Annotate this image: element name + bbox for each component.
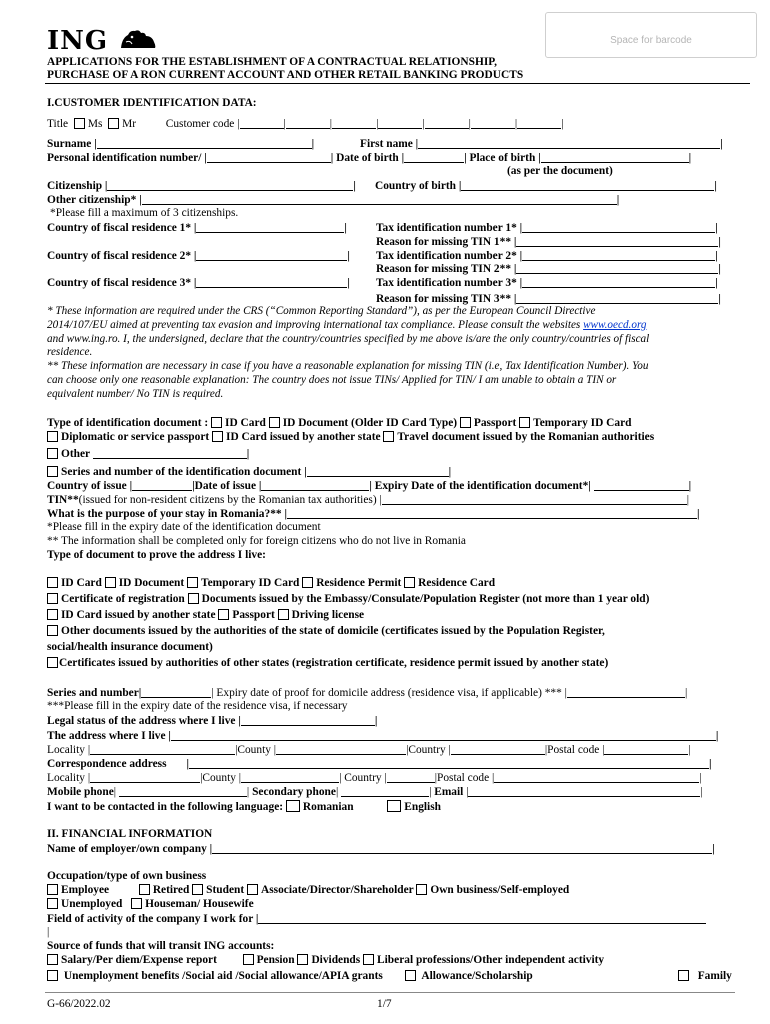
address-doc-label: Type of document to prove the address I live:	[47, 549, 266, 561]
purpose-stay-field[interactable]	[287, 507, 697, 519]
legal-status-label: Legal status of the address where I live	[47, 715, 236, 727]
liberal-checkbox[interactable]	[363, 954, 374, 965]
tin-note-line1: ** These information are necessary in case if you have a reasonable explanation for missing TIN (i.e, Tax Identification Number). You	[47, 360, 649, 373]
student-label: Student	[206, 884, 245, 896]
oecd-link[interactable]: www.oecd.org	[583, 318, 647, 331]
employer-row: Name of employer/own company | |	[47, 843, 715, 855]
employee-label: Employee	[61, 884, 110, 896]
crs-note-line2: 2014/107/EU aimed at preventing tax evasion and improving international tax compliance. Please consult the websites	[47, 318, 581, 331]
page-number: 1/7	[377, 998, 392, 1010]
series-number-field[interactable]	[307, 465, 449, 477]
header-divider	[45, 83, 750, 84]
other-citizenship-row: Other citizenship* | |	[47, 194, 620, 206]
reason2-field[interactable]	[516, 262, 718, 274]
fiscal2-field[interactable]	[196, 249, 347, 261]
liberal-label: Liberal professions/Other independent activity	[377, 954, 605, 966]
tin1-field[interactable]	[522, 221, 715, 233]
lion-icon	[118, 28, 158, 50]
a-res-permit-label: Residence Permit	[316, 577, 402, 589]
temp-id-checkbox[interactable]	[519, 417, 530, 428]
funds-row1	[47, 954, 604, 967]
a-docs-embassy-checkbox[interactable]	[188, 593, 199, 604]
crs-note-line1: * These information are required under the CRS (“Common Reporting Standard”), as per the European Council Directive	[47, 305, 596, 317]
passport-label: Passport	[473, 417, 517, 429]
customer-code-cell-2[interactable]	[286, 117, 330, 129]
tin-nonres-bold: TIN**	[47, 494, 79, 506]
field-activity-row: Field of activity of the company I work for |	[47, 912, 706, 926]
barcode-area	[545, 12, 757, 58]
purpose-stay-row: What is the purpose of your stay in Romania?** | |	[47, 508, 700, 520]
customer-code-label: Customer code	[165, 118, 235, 130]
fiscal1-field[interactable]	[196, 221, 344, 233]
address-doc-row5	[47, 657, 608, 670]
id-type-row1	[47, 417, 631, 430]
locality-row1: Locality | |County | |Country | |Postal code | |	[47, 744, 691, 756]
allowance-checkbox[interactable]	[405, 970, 416, 981]
family-option	[678, 970, 732, 983]
first-name-label: First name	[360, 138, 413, 150]
ms-checkbox[interactable]	[74, 118, 85, 129]
unemployment-checkbox[interactable]	[47, 970, 58, 981]
postal-code2-field[interactable]	[494, 771, 699, 783]
other-id-label: Other	[61, 448, 90, 460]
customer-code-cell-4[interactable]	[378, 117, 422, 129]
secondary-phone-label: Secondary phone	[252, 786, 336, 798]
series-number2-label: Series and number	[47, 687, 139, 699]
occupation-row2	[47, 898, 254, 911]
funds-row2	[47, 970, 533, 983]
retired-label: Retired	[152, 884, 190, 896]
associate-checkbox[interactable]	[247, 884, 258, 895]
a-cert-reg-label: Certificate of registration	[61, 593, 185, 605]
per-document-note: (as per the document)	[507, 165, 613, 177]
reason2-row: Reason for missing TIN 2** | |	[376, 263, 721, 275]
expiry-date-label: Expiry Date of the identification document*	[374, 480, 589, 492]
purpose-stay-label: What is the purpose of your stay in Romania?**	[47, 508, 282, 520]
mr-checkbox[interactable]	[108, 118, 119, 129]
tin1-row: Tax identification number 1* | |	[376, 222, 718, 234]
max-citizenships-note: *Please fill a maximum of 3 citizenships.	[50, 207, 239, 219]
address-doc-row4	[47, 625, 605, 638]
mr-label: Mr	[122, 118, 136, 130]
a-id-other-state-checkbox[interactable]	[47, 609, 58, 620]
form-title-line2: PURCHASE OF A RON CURRENT ACCOUNT AND OTHER RETAIL BANKING PRODUCTS	[47, 69, 524, 81]
series-number-row: Series and number of the identification document | |	[47, 465, 451, 479]
series-number-label: Series and number of the identification document	[61, 466, 302, 478]
barcode-placeholder: Space for barcode	[610, 35, 692, 46]
a-id-card-label: ID Card	[61, 577, 102, 589]
houseman-checkbox[interactable]	[131, 898, 142, 909]
reason1-field[interactable]	[516, 235, 718, 247]
other-id-field[interactable]	[93, 447, 247, 459]
fiscal2-label: Country of fiscal residence 2*	[47, 250, 192, 262]
a-other-docs-label2: social/health insurance document)	[47, 641, 213, 653]
employee-checkbox[interactable]	[47, 884, 58, 895]
a-passport-checkbox[interactable]	[218, 609, 229, 620]
unemployment-label: Unemployment benefits /Social aid /Social allowance/APIA grants	[63, 970, 383, 982]
occupation-label: Occupation/type of own business	[47, 870, 207, 882]
fiscal3-row: Country of fiscal residence 3* | |	[47, 277, 350, 289]
section2-heading: II. FINANCIAL INFORMATION	[47, 828, 213, 840]
id-card-checkbox[interactable]	[211, 417, 222, 428]
form-title-line1: APPLICATIONS FOR THE ESTABLISHMENT OF A CONTRACTUAL RELATIONSHIP,	[47, 56, 498, 68]
citizenship-row: Citizenship | |	[47, 180, 356, 192]
county2-field[interactable]	[241, 771, 339, 783]
a-id-document-checkbox[interactable]	[105, 577, 116, 588]
brand-name: ING	[47, 26, 109, 56]
a-docs-embassy-label: Documents issued by the Embassy/Consulate/Population Register (not more than 1 year old)	[201, 593, 650, 605]
salary-label: Salary/Per diem/Expense report	[61, 954, 217, 966]
expiry-proof-field[interactable]	[567, 686, 685, 698]
fiscal2-row: Country of fiscal residence 2* | |	[47, 250, 350, 262]
a-res-card-label: Residence Card	[418, 577, 496, 589]
locality2-label: Locality	[47, 772, 85, 784]
field-activity-label: Field of activity of the company I work for	[47, 913, 254, 925]
id-document-old-checkbox[interactable]	[269, 417, 280, 428]
country-field[interactable]	[451, 743, 545, 755]
allowance-label: Allowance/Scholarship	[421, 970, 533, 982]
id-other-state-checkbox[interactable]	[212, 431, 223, 442]
country2-label: Country	[344, 772, 382, 784]
postal-code-label: Postal code	[547, 744, 600, 756]
date-issue-field[interactable]	[261, 479, 369, 491]
occupation-row1	[47, 884, 569, 897]
locality-row2: Locality | |County | | Country | |Postal code | |	[47, 772, 702, 784]
crs-note	[47, 305, 742, 402]
other-id-checkbox[interactable]	[47, 448, 58, 459]
tin2-label: Tax identification number 2*	[376, 250, 517, 262]
address-doc-row1	[47, 577, 495, 590]
contact-row: Mobile phone| | Secondary phone| | Email | |	[47, 786, 703, 798]
reason3-label: Reason for missing TIN 3**	[376, 293, 512, 305]
field-activity-continue: |	[47, 926, 50, 938]
country-birth-label: Country of birth	[375, 180, 457, 192]
a-certs-other-states-checkbox[interactable]	[47, 657, 58, 668]
a-certs-other-states-label: Certificates issued by authorities of other states (registration certificate, residence permit issued by another state)	[59, 657, 609, 669]
locality-label: Locality	[47, 744, 85, 756]
pin-label: Personal identification number/	[47, 152, 202, 164]
mobile-label: Mobile phone	[47, 786, 114, 798]
field-activity-field[interactable]	[258, 912, 706, 924]
diplomatic-checkbox[interactable]	[47, 431, 58, 442]
temp-id-label: Temporary ID Card	[533, 417, 632, 429]
address-live-row: The address where I live | |	[47, 730, 719, 742]
id-card-label: ID Card	[225, 417, 266, 429]
id-type-other-row: Other |	[47, 447, 249, 461]
expiry-proof-label: Expiry date of proof for domicile address (residence visa, if applicable) ***	[216, 687, 562, 699]
english-label: English	[404, 801, 441, 813]
tin2-field[interactable]	[522, 249, 715, 261]
reason3-field[interactable]	[516, 292, 718, 304]
correspondence-field[interactable]	[189, 757, 709, 769]
dividends-checkbox[interactable]	[297, 954, 308, 965]
secondary-phone-field[interactable]	[341, 785, 429, 797]
a-temp-id-checkbox[interactable]	[187, 577, 198, 588]
correspondence-row: Correspondence address | |	[47, 758, 712, 770]
county-field[interactable]	[276, 743, 406, 755]
email-label: Email	[434, 786, 464, 798]
tin-nonres-field[interactable]	[382, 493, 687, 505]
country2-field[interactable]	[387, 771, 435, 783]
county2-label: County	[202, 772, 236, 784]
section1-heading: I.CUSTOMER IDENTIFICATION DATA:	[47, 97, 257, 109]
fiscal1-label: Country of fiscal residence 1*	[47, 222, 192, 234]
citizenship-field[interactable]	[107, 179, 353, 191]
pension-checkbox[interactable]	[243, 954, 254, 965]
a-cert-reg-checkbox[interactable]	[47, 593, 58, 604]
county-label: County	[237, 744, 271, 756]
citizenship-label: Citizenship	[47, 180, 103, 192]
country-birth-row: Country of birth | |	[375, 180, 717, 192]
postal-code2-label: Postal code	[436, 772, 490, 784]
a-id-document-label: ID Document	[118, 577, 185, 589]
a-id-other-state-label: ID Card issued by another state	[61, 609, 216, 621]
id-other-state-label: ID Card issued by another state	[226, 431, 381, 443]
customer-code-cell-3[interactable]	[332, 117, 376, 129]
tin-note-line3: equivalent number/ No TIN is required.	[47, 387, 224, 400]
unemployed-checkbox[interactable]	[47, 898, 58, 909]
student-checkbox[interactable]	[192, 884, 203, 895]
foreign-note: ** The information shall be completed only for foreign citizens who do not live in Romania	[47, 535, 466, 547]
a-temp-id-label: Temporary ID Card	[201, 577, 300, 589]
fiscal1-row: Country of fiscal residence 1* | |	[47, 222, 347, 234]
dob-label: Date of birth	[336, 152, 399, 164]
romanian-checkbox[interactable]	[286, 800, 300, 812]
reason1-row: Reason for missing TIN 1** | |	[376, 236, 721, 248]
country-issue-field[interactable]	[132, 479, 192, 491]
expiry-note: *Please fill in the expiry date of the identification document	[47, 521, 321, 533]
dividends-label: Dividends	[311, 954, 361, 966]
retired-checkbox[interactable]	[139, 884, 150, 895]
expiry-date-field[interactable]	[594, 479, 689, 491]
country-birth-field[interactable]	[461, 179, 714, 191]
language-label: I want to be contacted in the following language:	[47, 801, 284, 813]
email-field[interactable]	[468, 785, 700, 797]
locality2-field[interactable]	[90, 771, 200, 783]
series-number2-field[interactable]	[141, 686, 211, 698]
tin-nonres-label: (issued for non-resident citizens by the Romanian tax authorities)	[78, 494, 377, 506]
a-res-permit-checkbox[interactable]	[302, 577, 313, 588]
pin-row: Personal identification number/ | | Date of birth | | Place of birth | |	[47, 152, 692, 164]
crs-note-line4: residence.	[47, 346, 93, 359]
own-business-label: Own business/Self-employed	[430, 884, 570, 896]
form-code: G-66/2022.02	[47, 998, 111, 1010]
country-label: Country	[408, 744, 446, 756]
address-doc-row3	[47, 609, 364, 622]
a-passport-label: Passport	[232, 609, 275, 621]
mobile-field[interactable]	[119, 785, 247, 797]
reason2-label: Reason for missing TIN 2**	[376, 263, 512, 275]
fiscal3-field[interactable]	[196, 276, 347, 288]
pin-field[interactable]	[207, 151, 331, 163]
date-issue-label: Date of issue	[194, 480, 256, 492]
surname-label: Surname	[47, 138, 92, 150]
pension-label: Pension	[256, 954, 295, 966]
romanian-label: Romanian	[302, 801, 354, 813]
surname-field[interactable]	[97, 137, 312, 149]
crs-note-line2-wrap	[47, 319, 742, 333]
country-issue-label: Country of issue	[47, 480, 127, 492]
crs-note-line3: and www.ing.ro. I, the undersigned, declare that the country/countries specified by me above is/are the only country/countries of fiscal	[47, 332, 650, 345]
ing-logo	[47, 26, 158, 56]
travel-doc-checkbox[interactable]	[383, 431, 394, 442]
family-checkbox[interactable]	[678, 970, 689, 981]
series-expiry-row: Series and number| | Expiry date of proof for domicile address (residence visa, if applicable) *** | |	[47, 687, 688, 699]
first-name-field[interactable]	[418, 137, 720, 149]
travel-doc-label: Travel document issued by the Romanian authorities	[397, 431, 655, 443]
first-name-row: First name | |	[360, 138, 723, 150]
other-citizenship-label: Other citizenship*	[47, 194, 137, 206]
pob-label: Place of birth	[469, 152, 536, 164]
english-checkbox[interactable]	[387, 800, 401, 812]
a-other-docs-label1: Other documents issued by the authorities of the state of domicile (certificates issued by the Population Register,	[61, 625, 605, 637]
source-funds-label: Source of funds that will transit ING accounts:	[47, 940, 275, 952]
legal-status-field[interactable]	[241, 714, 375, 726]
postal-code-field[interactable]	[604, 743, 688, 755]
expiry-proof-note: ***Please fill in the expiry date of the residence visa, if necessary	[47, 700, 348, 712]
fiscal3-label: Country of fiscal residence 3*	[47, 277, 192, 289]
locality-field[interactable]	[90, 743, 235, 755]
passport-checkbox[interactable]	[460, 417, 471, 428]
a-id-card-checkbox[interactable]	[47, 577, 58, 588]
ms-label: Ms	[87, 118, 103, 130]
associate-label: Associate/Director/Shareholder	[261, 884, 414, 896]
unemployed-label: Unemployed	[61, 898, 123, 910]
customer-code-cell-6[interactable]	[471, 117, 515, 129]
id-document-old-label: ID Document (Older ID Card Type)	[282, 417, 458, 429]
pob-field[interactable]	[541, 151, 689, 163]
tin-note-line2: can choose only one reasonable explanation: The country does not issue TINs/ Applied for TIN/ I am unable to obtain a TIN or	[47, 373, 617, 386]
address-live-field[interactable]	[171, 729, 716, 741]
customer-code-cell-5[interactable]	[425, 117, 469, 129]
a-driving-label: Driving license	[291, 609, 365, 621]
dob-field[interactable]	[404, 151, 464, 163]
employer-field[interactable]	[212, 842, 712, 854]
correspondence-label: Correspondence address	[47, 758, 167, 770]
houseman-label: Houseman/ Housewife	[145, 898, 254, 910]
reason1-label: Reason for missing TIN 1**	[376, 236, 512, 248]
title-label: Title	[47, 118, 69, 130]
language-row	[47, 800, 441, 814]
family-label: Family	[697, 970, 732, 982]
id-type-label: Type of identification document :	[47, 417, 209, 429]
a-driving-checkbox[interactable]	[278, 609, 289, 620]
address-doc-row2	[47, 593, 649, 606]
a-other-docs-checkbox[interactable]	[47, 625, 58, 636]
diplomatic-label: Diplomatic or service passport	[61, 431, 210, 443]
surname-row: Surname | |	[47, 138, 315, 150]
reason3-row: Reason for missing TIN 3** | |	[376, 293, 721, 305]
tin2-row: Tax identification number 2* | |	[376, 250, 718, 262]
issue-row: Country of issue | |Date of issue | | Expiry Date of the identification document*| |	[47, 480, 692, 492]
other-citizenship-field[interactable]	[142, 193, 617, 205]
salary-checkbox[interactable]	[47, 954, 58, 965]
customer-code-cell-7[interactable]	[517, 117, 561, 129]
tin3-label: Tax identification number 3*	[376, 277, 517, 289]
title-row: Title Ms Mr Customer code | | | | | | | |	[47, 118, 564, 130]
tin3-row: Tax identification number 3* | |	[376, 277, 718, 289]
tin-nonres-row: TIN**(issued for non-resident citizens by the Romanian tax authorities) | |	[47, 494, 690, 506]
footer-divider	[45, 992, 735, 993]
a-res-card-checkbox[interactable]	[404, 577, 415, 588]
series-checkbox[interactable]	[47, 466, 58, 477]
legal-status-row: Legal status of the address where I live | |	[47, 715, 378, 727]
tin3-field[interactable]	[522, 276, 715, 288]
employer-label: Name of employer/own company	[47, 843, 207, 855]
customer-code-cell-1[interactable]	[240, 117, 284, 129]
tin1-label: Tax identification number 1*	[376, 222, 517, 234]
own-business-checkbox[interactable]	[416, 884, 427, 895]
address-live-label: The address where I live	[47, 730, 166, 742]
id-type-row2	[47, 431, 654, 444]
